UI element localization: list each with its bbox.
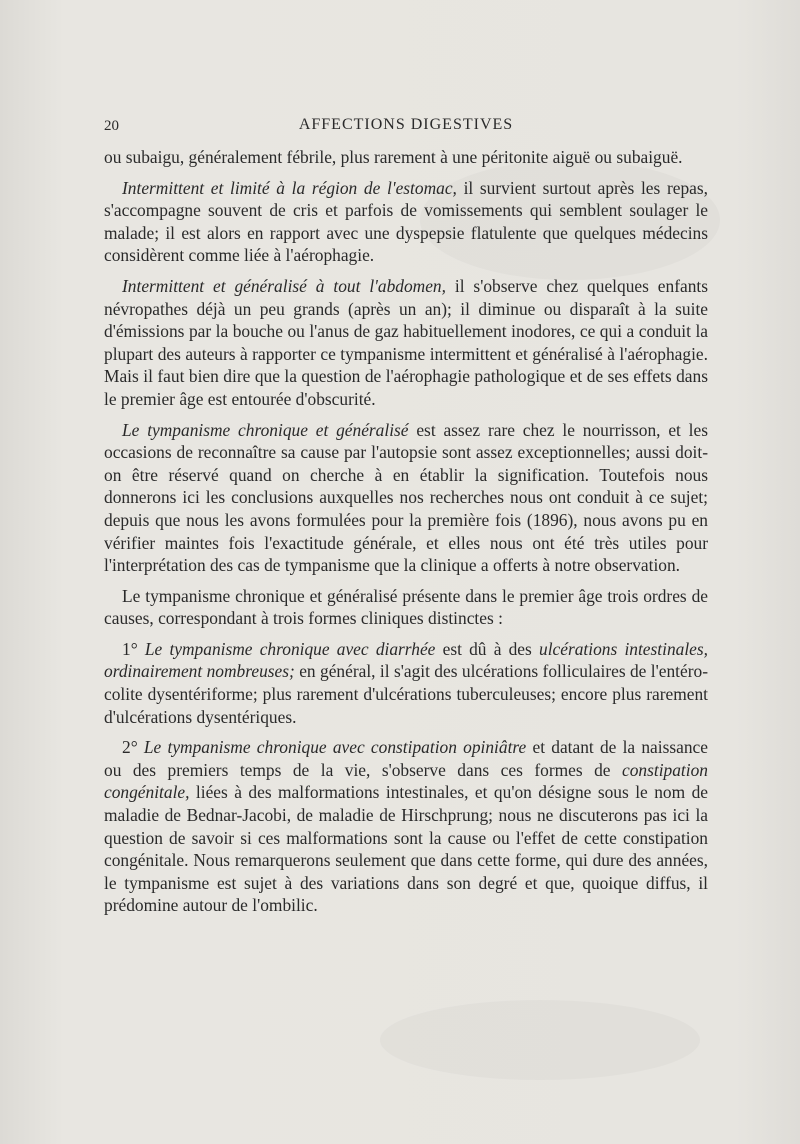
italic-text: ulcérations intestinales, ordinairement nombreuses; [104, 638, 709, 682]
text-run: est dû à des [435, 638, 539, 659]
text-run: ou subaigu, généralement fébrile, plus rarement à une péritonite aiguë ou subaiguë. [104, 147, 683, 167]
text-run: il s'observe chez quelques enfants névropathes déjà un peu grands (après un an); il diminue ou disparaît à la suite d'émissions par la bouche ou l'anus de gaz habituellement inodores, ce qui a conduit la plupart des auteurs à rapporter ce tympanisme intermittent et généralisé à l'aérophagie. Mais il faut bien dire que la question de l'aérophagie pathologique et de ses effets dans le premier âge est entourée d'obscurité. [104, 275, 708, 409]
text-run: liées à des malformations intestinales, et qu'on désigne sous le nom de maladie de Bednar-Jacobi, de maladie de Hirschprung; nous ne discuterons pas ici la question de savoir si ces malformations sont la cause ou l'effet de cette constipation congénitale. Nous remarquerons seulement que dans cette forme, qui dure des années, le tympanisme est sujet à des variations dans son degré et que, quoique diffus, il prédomine autour de l'ombilic. [104, 782, 708, 916]
page-header [104, 116, 708, 140]
text-run: 2° [122, 737, 144, 758]
paragraph [104, 585, 708, 630]
text-run: et datant de la naissance ou des premiers temps de la vie, s'observe dans ces formes de [104, 737, 708, 780]
paragraph [104, 419, 708, 577]
text-run: 1° [122, 638, 145, 659]
page-body [104, 146, 708, 925]
text-run: il survient surtout après les repas, s'accompagne souvent de cris et parfois de vomissements qui semblent soulager le malade; il est alors en rapport avec une dyspepsie flatulente que quelques médecins considèrent comme liée à l'aérophagie. [104, 177, 708, 266]
running-title: AFFECTIONS DIGESTIVES [298, 116, 514, 133]
paragraph [104, 638, 708, 728]
paper-stain [380, 1000, 700, 1080]
paragraph [104, 146, 708, 169]
italic-text: constipation congénitale, [104, 759, 708, 803]
text-run: Le tympanisme chronique et généralisé présente dans le premier âge trois ordres de causes, correspondant à trois formes cliniques distinctes : [104, 585, 708, 629]
paragraph [104, 177, 708, 267]
italic-text: Intermittent et limité à la région de l'estomac, [122, 177, 457, 198]
italic-text: Le tympanisme chronique avec diarrhée [144, 638, 436, 659]
text-run: est assez rare chez le nourrisson, et les occasions de reconnaître sa cause par l'autopsie sont assez exceptionnelles; aussi doit-on être réservé quand on cherche à en établir la signification. Toutefois nous donnerons ici les conclusions auxquelles nos recherches nous ont conduit à ce sujet; depuis que nous les avons formulées pour la première fois (1896), nous avons pu en vérifier maintes fois l'exactitude générale, et elles nous ont été très utiles pour l'interprétation des cas de tympanisme que la clinique a offerts à notre observation. [104, 419, 709, 576]
text-run: en général, il s'agit des ulcérations folliculaires de l'entéro-colite dysentériforme; plus rarement d'ulcérations tuberculeuses; encore plus rarement d'ulcérations dysentériques. [104, 661, 708, 727]
paragraph [104, 275, 708, 411]
italic-text: Le tympanisme chronique et généralisé [122, 419, 409, 440]
page-number: 20 [104, 118, 119, 134]
italic-text: Le tympanisme chronique avec constipation opiniâtre [143, 737, 527, 758]
italic-text: Intermittent et généralisé à tout l'abdomen, [122, 275, 446, 296]
paragraph [104, 736, 708, 917]
